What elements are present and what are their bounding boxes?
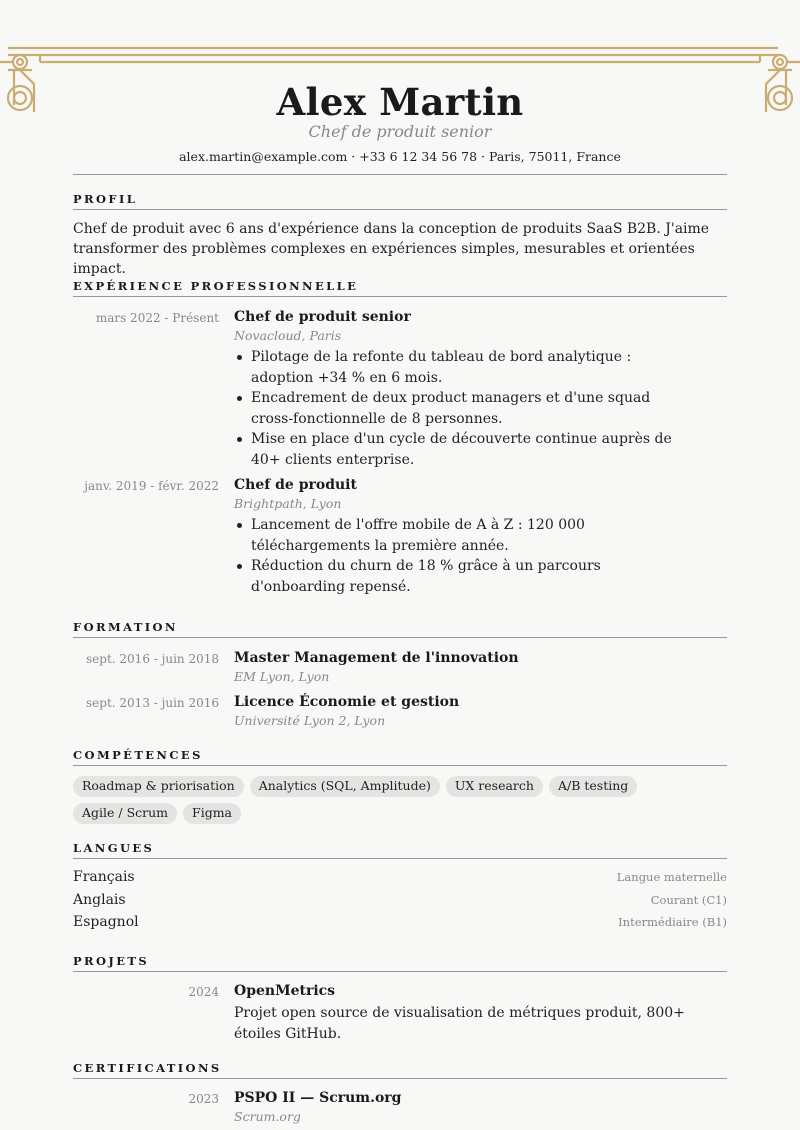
skill-chip: Roadmap & priorisation — [73, 776, 244, 797]
certification-name: PSPO II — Scrum.org — [234, 1090, 402, 1106]
projects-section — [73, 954, 727, 1044]
profile-text: Chef de produit avec 6 ans d'expérience dans la conception de produits SaaS B2B. J'aime transformer des problèmes complexes en expériences simples, mesurables et orientées impact. — [73, 221, 710, 277]
language-row — [73, 869, 727, 892]
bullet-list — [234, 515, 714, 597]
skill-chip: A/B testing — [549, 776, 637, 797]
language-level: Intermédiaire (B1) — [618, 915, 727, 929]
skill-chip: UX research — [446, 776, 543, 797]
entry-dates: mars 2022 - Présent — [95, 311, 219, 325]
certification-year: 2023 — [188, 1092, 219, 1106]
certifications-section — [73, 1061, 727, 1125]
candidate-name: Alex Martin — [276, 80, 524, 124]
list-item: Réduction du churn de 18 % grâce à un parcours d'onboarding repensé. — [234, 556, 689, 597]
list-item: Pilotage de la refonte du tableau de bord analytique : adoption +34 % en 6 mois. — [234, 347, 689, 388]
experience-section — [73, 279, 727, 597]
section-title: EXPÉRIENCE PROFESSIONNELLE — [73, 279, 727, 297]
skills-section — [73, 748, 727, 824]
entry-degree: Licence Économie et gestion — [234, 694, 460, 710]
project-entry — [73, 982, 727, 1044]
languages-section — [73, 841, 727, 937]
project-year: 2024 — [188, 985, 219, 999]
skill-chip: Analytics (SQL, Amplitude) — [250, 776, 440, 797]
entry-role: Chef de produit senior — [234, 309, 411, 325]
education-entry — [73, 649, 727, 685]
experience-entry — [73, 308, 727, 470]
entry-company: Novacloud, Paris — [234, 328, 342, 343]
list-item: Encadrement de deux product managers et d'une squad cross-fonctionnelle de 8 personnes. — [234, 388, 689, 429]
language-name: Espagnol — [73, 914, 139, 930]
language-row — [73, 914, 727, 937]
entry-dates: janv. 2019 - févr. 2022 — [84, 479, 219, 493]
bullet-list — [234, 347, 714, 470]
entry-dates: sept. 2016 - juin 2018 — [86, 652, 219, 666]
section-title: CERTIFICATIONS — [73, 1061, 727, 1079]
education-section — [73, 620, 727, 729]
section-title: PROJETS — [73, 954, 727, 972]
skill-chip: Agile / Scrum — [73, 803, 177, 824]
language-level: Langue maternelle — [616, 870, 727, 884]
list-item: Mise en place d'un cycle de découverte continue auprès de 40+ clients enterprise. — [234, 429, 689, 470]
entry-degree: Master Management de l'innovation — [234, 650, 519, 666]
language-row — [73, 892, 727, 915]
language-name: Français — [73, 869, 135, 885]
contact-line: alex.martin@example.com · +33 6 12 34 56 78 · Paris, 75011, France — [179, 149, 621, 164]
section-title: LANGUES — [73, 841, 727, 859]
entry-company: Brightpath, Lyon — [234, 496, 342, 511]
experience-entry — [73, 476, 727, 597]
section-title: PROFIL — [73, 192, 727, 210]
certification-issuer: Scrum.org — [234, 1109, 301, 1124]
header-divider — [73, 174, 727, 175]
education-entry — [73, 693, 727, 729]
project-description: Projet open source de visualisation de métriques produit, 800+ étoiles GitHub. — [234, 1005, 685, 1042]
profile-section — [73, 192, 727, 279]
skill-chip: Figma — [183, 803, 241, 824]
skill-chips — [73, 776, 713, 824]
list-item: Lancement de l'offre mobile de A à Z : 120 000 téléchargements la première année. — [234, 515, 689, 556]
project-name: OpenMetrics — [234, 983, 336, 999]
language-level: Courant (C1) — [650, 892, 727, 907]
section-title: COMPÉTENCES — [73, 748, 727, 766]
candidate-title: Chef de produit senior — [308, 122, 492, 141]
certification-entry — [73, 1089, 727, 1125]
entry-school: Université Lyon 2, Lyon — [234, 713, 386, 728]
section-title: FORMATION — [73, 620, 727, 638]
entry-role: Chef de produit — [234, 477, 357, 493]
resume-header — [73, 80, 727, 165]
entry-dates: sept. 2013 - juin 2016 — [86, 696, 219, 710]
language-name: Anglais — [73, 891, 126, 908]
entry-school: EM Lyon, Lyon — [234, 669, 330, 684]
